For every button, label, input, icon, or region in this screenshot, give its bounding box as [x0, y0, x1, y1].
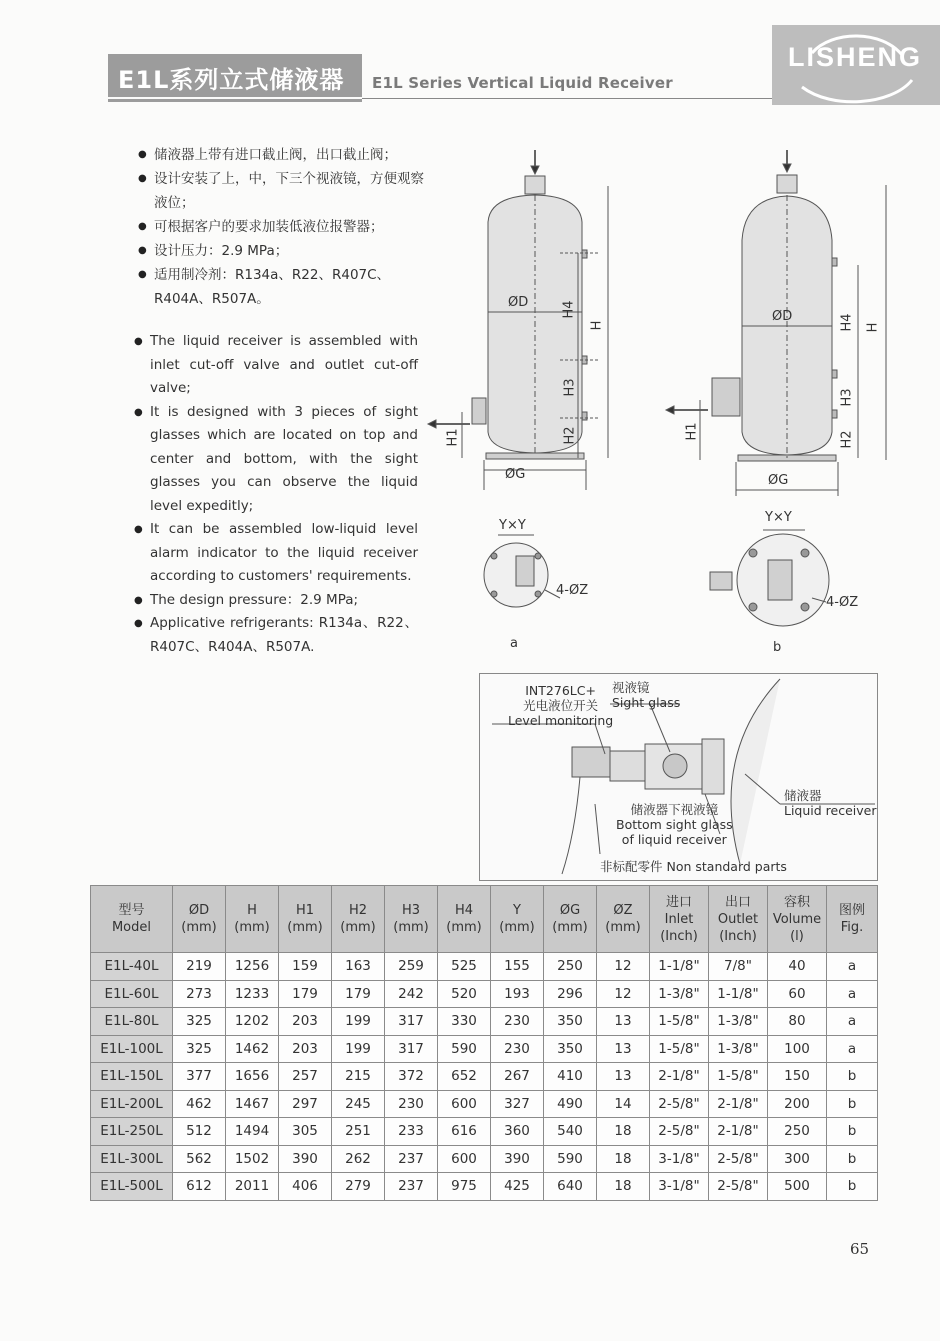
table-cell: 203: [279, 1008, 332, 1036]
table-cell: 250: [544, 953, 597, 981]
table-cell: 330: [438, 1008, 491, 1036]
table-cell: 200: [768, 1090, 827, 1118]
table-cell: 2-1/8": [709, 1090, 768, 1118]
model-cell: E1L-500L: [91, 1173, 173, 1201]
table-cell: 237: [385, 1145, 438, 1173]
table-cell: 2-1/8": [709, 1118, 768, 1146]
table-cell: 267: [491, 1063, 544, 1091]
list-item: ● 设计安装了上，中，下三个视液镜，方便观察液位；: [138, 167, 428, 215]
table-body: [91, 953, 878, 1201]
column-header: [385, 886, 438, 953]
column-header: [597, 886, 650, 953]
column-header: [438, 886, 491, 953]
table-cell: 1-3/8": [650, 980, 709, 1008]
table-cell: 199: [332, 1035, 385, 1063]
table-cell: 155: [491, 953, 544, 981]
column-header: [173, 886, 226, 953]
column-header: [768, 886, 827, 953]
column-header: [650, 886, 709, 953]
column-header: [91, 886, 173, 953]
table-cell: 377: [173, 1063, 226, 1091]
table-row: [91, 1090, 878, 1118]
table-cell: 425: [491, 1173, 544, 1201]
model-cell: E1L-100L: [91, 1035, 173, 1063]
table-cell: 199: [332, 1008, 385, 1036]
level-monitor-label: [508, 683, 613, 728]
table-cell: 317: [385, 1035, 438, 1063]
table-cell: 250: [768, 1118, 827, 1146]
table-cell: 462: [173, 1090, 226, 1118]
table-cell: a: [827, 953, 878, 981]
list-item: ● 设计压力：2.9 MPa；: [138, 239, 428, 263]
table-cell: 230: [491, 1008, 544, 1036]
model-cell: E1L-300L: [91, 1145, 173, 1173]
table-cell: 273: [173, 980, 226, 1008]
table-cell: 18: [597, 1118, 650, 1146]
title-cn: E1L系列立式储液器: [118, 66, 345, 94]
column-header: [279, 886, 332, 953]
fig-label-b: b: [773, 640, 782, 655]
label-h4-b: H4: [839, 313, 855, 332]
table-cell: 80: [768, 1008, 827, 1036]
header-line: 出口: [724, 894, 751, 910]
table-row: [91, 953, 878, 981]
features-cn-list: [138, 143, 428, 311]
header-line: ØG: [559, 903, 581, 918]
table-cell: 652: [438, 1063, 491, 1091]
table-cell: 242: [385, 980, 438, 1008]
label-h3-b: H3: [839, 388, 855, 407]
label-h-a: H: [589, 320, 605, 331]
table-cell: 327: [491, 1090, 544, 1118]
table-cell: 305: [279, 1118, 332, 1146]
label-h4-a: H4: [561, 300, 577, 319]
table-cell: 3-1/8": [650, 1173, 709, 1201]
table-row: [91, 1035, 878, 1063]
table-cell: 390: [279, 1145, 332, 1173]
table-cell: 612: [173, 1173, 226, 1201]
table-cell: 1467: [226, 1090, 279, 1118]
table-cell: 163: [332, 953, 385, 981]
table-cell: 490: [544, 1090, 597, 1118]
table-cell: 2011: [226, 1173, 279, 1201]
header-rule: [362, 98, 772, 99]
table-cell: 512: [173, 1118, 226, 1146]
column-header: [709, 886, 768, 953]
table-cell: b: [827, 1063, 878, 1091]
label-line: of liquid receiver: [621, 832, 727, 847]
header-line: (mm): [393, 920, 429, 935]
table-cell: a: [827, 1008, 878, 1036]
table-cell: 410: [544, 1063, 597, 1091]
table-cell: 1-3/8": [709, 1008, 768, 1036]
header-line: H1: [295, 903, 315, 918]
table-cell: 590: [438, 1035, 491, 1063]
table-cell: 257: [279, 1063, 332, 1091]
table-cell: 12: [597, 953, 650, 981]
label-h1-b: H1: [684, 422, 700, 441]
table-cell: 2-5/8": [650, 1118, 709, 1146]
model-cell: E1L-60L: [91, 980, 173, 1008]
label-line: Bottom sight glass: [616, 817, 733, 832]
label-line: 视液镜: [612, 680, 650, 695]
table-cell: 1-3/8": [709, 1035, 768, 1063]
table-cell: 1233: [226, 980, 279, 1008]
table-cell: 237: [385, 1173, 438, 1201]
table-cell: 14: [597, 1090, 650, 1118]
table-cell: 600: [438, 1145, 491, 1173]
label-line: 光电液位开关: [523, 698, 599, 713]
table-cell: 245: [332, 1090, 385, 1118]
table-cell: 1462: [226, 1035, 279, 1063]
table-cell: 1656: [226, 1063, 279, 1091]
label-h-b: H: [865, 322, 881, 333]
label-h3-a: H3: [562, 378, 578, 397]
table-cell: 230: [385, 1090, 438, 1118]
table-cell: 193: [491, 980, 544, 1008]
model-cell: E1L-80L: [91, 1008, 173, 1036]
table-cell: 230: [491, 1035, 544, 1063]
header-line: Fig.: [840, 920, 864, 935]
header-line: (Inch): [719, 928, 757, 944]
label-og-b: ØG: [768, 473, 789, 488]
table-cell: 2-1/8": [650, 1063, 709, 1091]
table-cell: 562: [173, 1145, 226, 1173]
header-line: (mm): [499, 920, 535, 935]
table-cell: 18: [597, 1145, 650, 1173]
table-cell: 233: [385, 1118, 438, 1146]
table-cell: 18: [597, 1173, 650, 1201]
table-cell: b: [827, 1173, 878, 1201]
table-cell: 13: [597, 1008, 650, 1036]
header-line: Inlet: [664, 911, 694, 927]
table-cell: 262: [332, 1145, 385, 1173]
header-line: H3: [401, 903, 421, 918]
table-row: [91, 1173, 878, 1201]
fig-label-a: a: [510, 636, 518, 651]
table-cell: 525: [438, 953, 491, 981]
label-h2-a: H2: [562, 426, 578, 445]
table-cell: 540: [544, 1118, 597, 1146]
non-standard-label: 非标配零件 Non standard parts: [600, 859, 787, 874]
table-cell: 219: [173, 953, 226, 981]
table-cell: 100: [768, 1035, 827, 1063]
logo: LISHENG: [788, 42, 923, 72]
header-line: 容积: [783, 894, 810, 910]
header-underline: [108, 99, 362, 102]
header-line: H2: [348, 903, 368, 918]
label-og-a: ØG: [505, 467, 526, 482]
header-line: Outlet: [717, 911, 759, 927]
label-line: Sight glass: [612, 695, 681, 710]
table-cell: 1-1/8": [709, 980, 768, 1008]
table-header: [91, 886, 878, 953]
table-cell: 7/8": [709, 953, 768, 981]
label-line: 储液器: [784, 788, 822, 803]
header-line: 型号: [118, 903, 145, 918]
list-item: ● 储液器上带有进口截止阀，出口截止阀；: [138, 143, 428, 167]
header-line: (l): [790, 928, 804, 944]
table-cell: 13: [597, 1063, 650, 1091]
table-cell: 1-5/8": [709, 1063, 768, 1091]
table-row: [91, 1008, 878, 1036]
table-cell: 520: [438, 980, 491, 1008]
liquid-receiver-label: [784, 788, 877, 818]
table-row: [91, 1145, 878, 1173]
model-cell: E1L-150L: [91, 1063, 173, 1091]
table-cell: 1-1/8": [650, 953, 709, 981]
column-header: [491, 886, 544, 953]
header-line: (mm): [340, 920, 376, 935]
list-item: ● Applicative refrigerants: R134a、R22、R407C、R404A、R507A.: [134, 612, 418, 659]
model-cell: E1L-40L: [91, 953, 173, 981]
header-line: H: [247, 903, 257, 918]
column-header: [827, 886, 878, 953]
header-line: (mm): [446, 920, 482, 935]
label-h2-b: H2: [839, 430, 855, 449]
header-line: (mm): [181, 920, 217, 935]
list-item: ● It is designed with 3 pieces of sight glasses which are located on top and center and bottom, with the sight glasses you can observe the liquid level expeditly;: [134, 401, 418, 519]
table-cell: 640: [544, 1173, 597, 1201]
label-line: Level monitoring: [508, 713, 614, 728]
table-cell: 372: [385, 1063, 438, 1091]
top-view-a: [484, 535, 560, 607]
table-cell: 360: [491, 1118, 544, 1146]
label-line: Liquid receiver: [784, 803, 877, 818]
label-line: INT276LC+: [525, 683, 596, 698]
table-cell: 2-5/8": [709, 1145, 768, 1173]
table-cell: a: [827, 980, 878, 1008]
table-cell: 179: [332, 980, 385, 1008]
header-line: ØD: [188, 903, 210, 918]
table-cell: 406: [279, 1173, 332, 1201]
header-line: (mm): [287, 920, 323, 935]
label-yxy-a: Y×Y: [499, 518, 526, 533]
column-header: [332, 886, 385, 953]
table-row: [91, 1063, 878, 1091]
header-line: (Inch): [660, 928, 698, 944]
list-item: ● The liquid receiver is assembled with inlet cut-off valve and outlet cut-off valve;: [134, 330, 418, 401]
label-od-b: ØD: [772, 309, 793, 324]
page-number: 65: [850, 1240, 870, 1258]
table-cell: 203: [279, 1035, 332, 1063]
label-oz-b: 4-ØZ: [826, 595, 859, 610]
label-oz-a: 4-ØZ: [556, 583, 589, 598]
table-cell: 12: [597, 980, 650, 1008]
table-cell: 390: [491, 1145, 544, 1173]
model-cell: E1L-250L: [91, 1118, 173, 1146]
header-line: Volume: [772, 911, 822, 927]
model-cell: E1L-200L: [91, 1090, 173, 1118]
label-line: 储液器下视液镜: [630, 802, 719, 817]
top-view-b: [710, 530, 829, 626]
table-cell: 300: [768, 1145, 827, 1173]
header-line: Model: [111, 920, 152, 935]
table-cell: 40: [768, 953, 827, 981]
table-cell: 3-1/8": [650, 1145, 709, 1173]
table-cell: b: [827, 1118, 878, 1146]
table-cell: 1202: [226, 1008, 279, 1036]
table-cell: 1494: [226, 1118, 279, 1146]
spec-table: [90, 885, 878, 1201]
table-cell: 215: [332, 1063, 385, 1091]
table-cell: b: [827, 1145, 878, 1173]
header-line: 图例: [838, 903, 865, 918]
table-cell: 1-5/8": [650, 1035, 709, 1063]
table-cell: a: [827, 1035, 878, 1063]
title-en: E1L Series Vertical Liquid Receiver: [372, 74, 673, 92]
table-cell: 60: [768, 980, 827, 1008]
header-line: Y: [513, 903, 521, 918]
table-cell: 325: [173, 1008, 226, 1036]
list-item: ● The design pressure：2.9 MPa;: [134, 589, 418, 613]
table-cell: 259: [385, 953, 438, 981]
table-cell: 159: [279, 953, 332, 981]
bottom-sight-glass-label: [616, 802, 733, 847]
table-cell: 317: [385, 1008, 438, 1036]
table-cell: 350: [544, 1008, 597, 1036]
table-cell: 1502: [226, 1145, 279, 1173]
list-item: ● It can be assembled low-liquid level alarm indicator to the liquid receiver according to customers' requirements.: [134, 518, 418, 589]
table-cell: 590: [544, 1145, 597, 1173]
table-cell: 350: [544, 1035, 597, 1063]
table-cell: 297: [279, 1090, 332, 1118]
sight-glass-label: [612, 680, 680, 710]
header-line: (mm): [552, 920, 588, 935]
header-line: (mm): [605, 920, 641, 935]
column-header: [226, 886, 279, 953]
header-line: 进口: [665, 894, 692, 910]
table-cell: 179: [279, 980, 332, 1008]
table-cell: 500: [768, 1173, 827, 1201]
header-row: [91, 886, 878, 953]
list-item: ● 可根据客户的要求加装低液位报警器；: [138, 215, 428, 239]
table-cell: 2-5/8": [709, 1173, 768, 1201]
table-cell: 251: [332, 1118, 385, 1146]
table-cell: 279: [332, 1173, 385, 1201]
table-cell: 616: [438, 1118, 491, 1146]
table-row: [91, 980, 878, 1008]
header-line: (mm): [234, 920, 270, 935]
list-item: ● 适用制冷剂：R134a、R22、R407C、R404A、R507A。: [138, 263, 428, 311]
table-cell: 2-5/8": [650, 1090, 709, 1118]
label-od-a: ØD: [508, 295, 529, 310]
table-cell: 975: [438, 1173, 491, 1201]
table-cell: 150: [768, 1063, 827, 1091]
features-en-list: [134, 330, 418, 659]
header-line: H4: [454, 903, 474, 918]
label-h1-a: H1: [445, 428, 461, 447]
table-row: [91, 1118, 878, 1146]
table-cell: 296: [544, 980, 597, 1008]
table-cell: 1-5/8": [650, 1008, 709, 1036]
header-line: ØZ: [613, 903, 633, 918]
table-cell: 1256: [226, 953, 279, 981]
label-yxy-b: Y×Y: [765, 510, 792, 525]
column-header: [544, 886, 597, 953]
table-cell: 13: [597, 1035, 650, 1063]
table-cell: 325: [173, 1035, 226, 1063]
table-cell: b: [827, 1090, 878, 1118]
table-cell: 600: [438, 1090, 491, 1118]
sight-glass-detail: [479, 673, 878, 881]
